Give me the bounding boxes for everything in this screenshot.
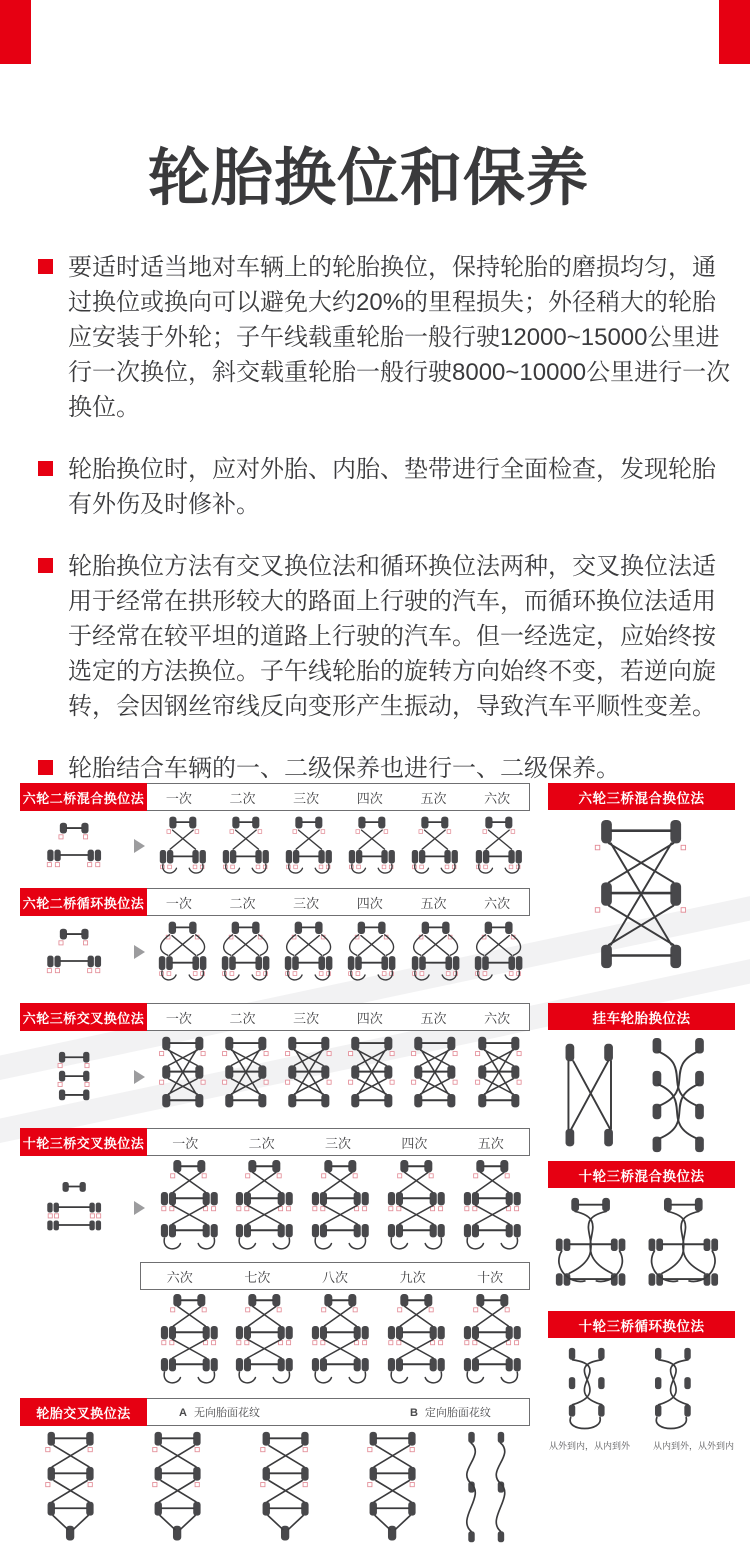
time-label: 四次	[356, 790, 383, 806]
method-banner: 六轮二桥混合换位法	[20, 783, 147, 811]
time-label: 四次	[401, 1135, 428, 1151]
times-header	[147, 1128, 530, 1156]
rotation-diagram	[282, 1035, 336, 1119]
time-label: 三次	[324, 1135, 351, 1151]
bullet-text: 轮胎换位时，应对外胎、内胎、垫带进行全面检查，发现轮胎有外伤及时修补。	[68, 456, 716, 518]
rotation-sequence	[151, 1160, 530, 1256]
rotation-diagram	[222, 815, 270, 877]
method-banner: 十轮三桥混合换位法	[548, 1161, 735, 1188]
red-corner-left	[0, 0, 31, 64]
rotation-diagram	[347, 920, 396, 984]
bullet-square-icon	[38, 760, 53, 775]
rotation-diagram	[387, 1294, 446, 1390]
bullet-text: 轮胎换位方法有交叉换位法和循环换位法两种，交叉换位法适用于经常在拱形较大的路面上行驶的汽车，而循环换位法适用于经常在较平坦的道路上行驶的汽车。但一经选定，应始终按选定的方法换位。子午线轮胎的旋转方向始终不变，若逆向旋转，会因钢丝帘线反向变形产生振动，导致汽车平顺性变差。	[68, 553, 716, 720]
rotation-diagram	[311, 1294, 370, 1390]
rotation-diagram	[246, 1430, 331, 1546]
rotation-diagram	[41, 1051, 107, 1103]
rotation-panel	[548, 1161, 735, 1308]
method-banner: 挂车轮胎换位法	[548, 1003, 735, 1030]
rotation-diagram	[311, 1160, 370, 1256]
time-label: 一次	[165, 1010, 192, 1026]
time-label: 四次	[356, 1010, 383, 1026]
rotation-diagram	[158, 920, 207, 984]
time-label: 五次	[420, 895, 447, 911]
time-label: 二次	[229, 1010, 256, 1026]
rotation-diagram	[160, 1160, 219, 1256]
rotation-diagram	[41, 1182, 107, 1234]
rotation-diagram	[408, 1035, 462, 1119]
time-label: 三次	[293, 790, 320, 806]
time-label: 十次	[477, 1269, 504, 1285]
rotation-sequence	[151, 920, 530, 984]
time-label: 二次	[229, 790, 256, 806]
page-title: 轮胎换位和保养	[148, 143, 590, 213]
time-label: 五次	[420, 1010, 447, 1026]
rotation-diagram	[235, 1294, 294, 1390]
bullet-item	[38, 452, 732, 522]
time-label: 一次	[165, 790, 192, 806]
time-label: 三次	[293, 895, 320, 911]
time-label: 九次	[399, 1269, 426, 1285]
bullet-item	[38, 751, 732, 786]
method-banner: 六轮三桥混合换位法	[548, 783, 735, 810]
times-header	[147, 783, 530, 811]
time-label: 二次	[248, 1135, 275, 1151]
method-banner: 轮胎交叉换位法	[20, 1398, 147, 1426]
direction-caption: 从外到内，从内到外	[549, 1441, 631, 1451]
arrow-right-icon	[134, 839, 145, 853]
rotation-method-row	[20, 1003, 530, 1123]
rotation-diagram	[411, 920, 460, 984]
rotation-sequence	[151, 1294, 530, 1390]
red-corner-right	[719, 0, 750, 64]
rotation-diagram	[221, 920, 270, 984]
rotation-diagram	[474, 920, 523, 984]
rotation-diagram	[345, 1035, 399, 1119]
bullet-square-icon	[38, 558, 53, 573]
direction-captions	[548, 1439, 735, 1452]
time-label: 一次	[172, 1135, 199, 1151]
method-banner: 十轮三桥交叉换位法	[20, 1128, 147, 1156]
rotation-diagram	[138, 1430, 223, 1546]
rotation-method-row-continued	[20, 1262, 530, 1392]
rotation-sequence	[151, 1035, 530, 1119]
rotation-diagram	[411, 815, 459, 877]
rotation-diagram	[463, 1294, 522, 1390]
bullet-item	[38, 250, 732, 425]
rotation-method-row	[20, 1128, 530, 1256]
rotation-sequence	[151, 815, 530, 877]
axle-schematic	[20, 1051, 128, 1103]
arrow-right-icon	[134, 1201, 145, 1215]
rotation-diagram	[160, 1294, 219, 1390]
arrow-right-icon	[134, 945, 145, 959]
time-label: 五次	[477, 1135, 504, 1151]
method-banner: 六轮二桥循环换位法	[20, 888, 147, 916]
time-label: 五次	[420, 790, 447, 806]
rotation-diagram	[284, 920, 333, 984]
bullet-text: 要适时适当地对车辆上的轮胎换位，保持轮胎的磨损均匀，通过换位或换向可以避免大约20%的里程损失；外径稍大的轮胎应安装于外轮；子午线载重轮胎一般行驶12000~15000公里进行一次换位，斜交载重轮胎一般行驶8000~10000公里进行一次换位。	[68, 254, 731, 421]
rotation-diagram	[159, 815, 207, 877]
bullet-list	[38, 250, 732, 813]
rotation-diagram	[41, 926, 107, 978]
rotation-diagram	[568, 818, 714, 974]
times-header	[147, 1003, 530, 1031]
rotation-diagram	[460, 1430, 519, 1546]
time-label: 三次	[293, 1010, 320, 1026]
rotation-panel	[548, 783, 735, 974]
bullet-item	[38, 549, 732, 724]
time-label: 六次	[166, 1269, 193, 1285]
rotation-diagram	[235, 1160, 294, 1256]
pattern-header	[147, 1398, 530, 1426]
rotation-diagram	[219, 1035, 273, 1119]
direction-caption: 从内到外，从外到内	[652, 1441, 734, 1451]
rotation-diagram	[41, 820, 107, 872]
rotation-diagram	[31, 1430, 116, 1546]
cross-rotation-diagrams	[20, 1426, 530, 1546]
rotation-diagram	[556, 1346, 727, 1434]
bullet-text: 轮胎结合车辆的一、二级保养也进行一、二级保养。	[68, 755, 620, 782]
times-header	[147, 888, 530, 916]
rotation-diagram	[552, 1196, 732, 1308]
rotation-method-row	[20, 783, 530, 883]
rotation-diagram	[348, 815, 396, 877]
time-label: 六次	[484, 895, 511, 911]
times-header	[140, 1262, 530, 1290]
rotation-diagram	[472, 1035, 526, 1119]
rotation-diagram	[353, 1430, 438, 1546]
arrow-right-icon	[134, 1070, 145, 1084]
rotation-diagram	[552, 1038, 732, 1156]
method-banner: 六轮三桥交叉换位法	[20, 1003, 147, 1031]
rotation-diagram	[285, 815, 333, 877]
time-label: 一次	[165, 895, 192, 911]
axle-schematic	[20, 926, 128, 978]
pattern-b-label: B 定向胎面花纹	[409, 1407, 491, 1419]
rotation-panel	[548, 1003, 735, 1156]
time-label: 二次	[229, 895, 256, 911]
bullet-square-icon	[38, 461, 53, 476]
axle-schematic	[20, 820, 128, 872]
rotation-diagram-area	[548, 1346, 735, 1434]
time-label: 六次	[484, 1010, 511, 1026]
tire-cross-rotation-row	[20, 1398, 530, 1558]
rotation-diagram	[387, 1160, 446, 1256]
axle-schematic	[20, 1182, 128, 1234]
rotation-diagram	[463, 1160, 522, 1256]
rotation-diagram	[156, 1035, 210, 1119]
rotation-diagram-area	[548, 1196, 735, 1308]
time-label: 四次	[356, 895, 383, 911]
rotation-diagram-area	[548, 1038, 735, 1156]
method-banner: 十轮三桥循环换位法	[548, 1311, 735, 1338]
time-label: 七次	[244, 1269, 271, 1285]
time-label: 八次	[321, 1269, 348, 1285]
pattern-a-label: A 无向胎面花纹	[179, 1407, 260, 1419]
bullet-square-icon	[38, 259, 53, 274]
rotation-panel	[548, 1311, 735, 1452]
rotation-diagram	[475, 815, 523, 877]
rotation-diagram-area	[548, 818, 735, 974]
time-label: 六次	[484, 790, 511, 806]
rotation-method-row	[20, 888, 530, 998]
